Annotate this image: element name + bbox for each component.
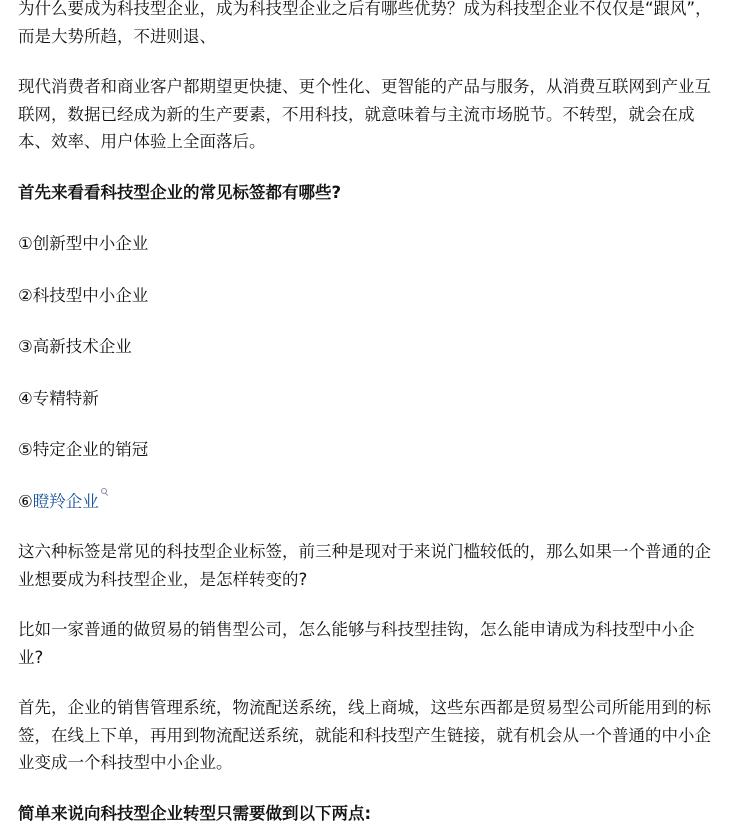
list-marker: ⑤ [18,440,33,459]
gazelle-enterprise-link[interactable] [33,492,108,511]
list-marker: ④ [18,388,33,408]
list-item [18,385,718,413]
list-marker: ③ [18,337,33,356]
list-item-label: 特定企业的销冠 [32,440,149,459]
paragraph-first-step: 首先，企业的销售管理系统，物流配送系统，线上商城，这些东西都是贸易型公司所能用到的标签，在线上下单，再用到物流配送系统，就能和科技型产生链接，就有机会从一个普通的中小企业变成一个科技型中小企业。 [18,698,711,772]
heading-common-labels: 首先来看看科技型企业的常见标签都有哪些? [18,182,342,202]
paragraph-labels-summary: 这六种标签是常见的科技型企业标签，前三种是现对于来说门槛较低的，那么如果一个普通的企业想要成为科技型企业，是怎样转变的? [18,542,711,589]
list-item [18,282,718,310]
paragraph-trading-example: 比如一家普通的做贸易的销售型公司，怎么能够与科技型挂钩，怎么能申请成为科技型中小企业? [18,620,695,667]
search-icon [101,488,108,495]
paragraph-trend: 现代消费者和商业客户都期望更快捷、更个性化、更智能的产品与服务，从消费互联网到产业互联网，数据已经成为新的生产要素，不用科技，就意味着与主流市场脱节。不转型，就会在成本、效率、用户体验上全面落后。 [18,77,711,151]
list-item [18,436,718,464]
heading-two-points: 简单来说向科技型企业转型只需要做到以下两点: [18,803,372,823]
list-marker: ⑥ [18,491,33,511]
list-item-label: 专精特新 [32,388,99,408]
list-marker: ② [18,285,33,305]
article-body [18,0,718,827]
list-item-label: 高新技术企业 [32,337,132,356]
list-item-label: 科技型中小企业 [32,285,149,305]
list-item [18,230,718,258]
link-label: 瞪羚企业 [32,491,99,511]
list-item [18,488,718,516]
list-item [18,333,718,361]
list-marker: ① [18,234,33,253]
list-item-label: 创新型中小企业 [32,234,149,253]
paragraph-intro: 为什么要成为科技型企业，成为科技型企业之后有哪些优势？成为科技型企业不仅仅是“跟风”，而是大势所趋，不进则退、 [18,0,712,46]
